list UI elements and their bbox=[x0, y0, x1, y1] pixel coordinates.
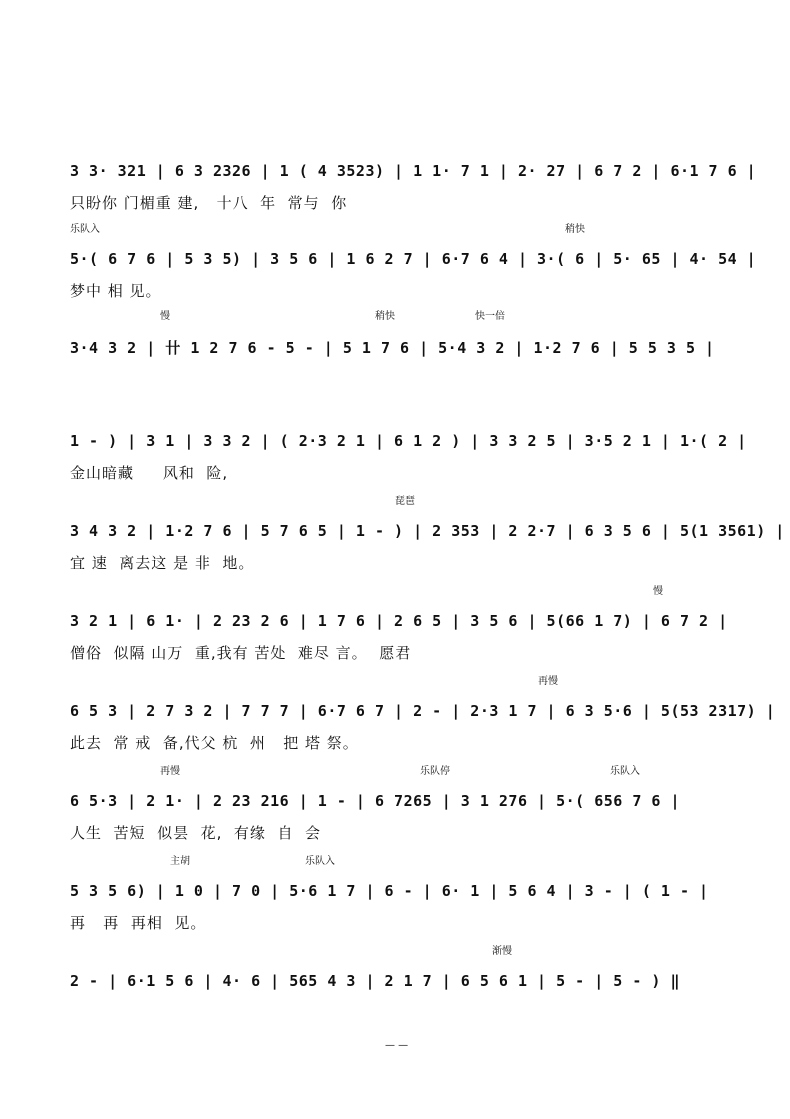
notation-line: 3 4 3 2 | 1·2 7 6 | 5 7 6 5 | 1 - ) | 2 353 | 2 2·7 | 6 3 5 6 | 5(1 3561) | bbox=[70, 522, 785, 540]
notation-line: 3·4 3 2 | 卄 1 2 7 6 - 5 - | 5 1 7 6 | 5·4 3 2 | 1·2 7 6 | 5 5 3 5 | bbox=[70, 339, 715, 357]
performance-annotation: 稍快 bbox=[375, 311, 395, 322]
performance-annotation: 琵琶 bbox=[395, 496, 415, 507]
notation-line: 3 3· 321 | 6 3 2326 | 1 ( 4 3523) | 1 1· 7 1 | 2· 27 | 6 7 2 | 6·1 7 6 | bbox=[70, 162, 757, 180]
lyrics-line: 此去 常 戒 备,代父 杭 州 把 塔 祭。 bbox=[70, 734, 359, 752]
score-system bbox=[0, 676, 790, 780]
performance-annotation: 乐队停 bbox=[420, 766, 450, 777]
performance-annotation: 乐队入 bbox=[70, 224, 100, 235]
performance-annotation: 乐队入 bbox=[305, 856, 335, 867]
lyrics-line: 只盼你 门楣重 建, 十八 年 常与 你 bbox=[70, 194, 348, 212]
performance-annotation: 乐队入 bbox=[610, 766, 640, 777]
score-system bbox=[0, 766, 790, 870]
lyrics-line: 金山暗藏 风和 险, bbox=[70, 464, 229, 482]
notation-line: 6 5 3 | 2 7 3 2 | 7 7 7 | 6·7 6 7 | 2 - | 2·3 1 7 | 6 3 5·6 | 5(53 2317) | bbox=[70, 702, 776, 720]
score-system bbox=[0, 856, 790, 960]
page-number: — — bbox=[385, 1040, 409, 1051]
performance-annotation: 慢 bbox=[653, 586, 663, 597]
notation-line: 3 2 1 | 6 1· | 2 23 2 6 | 1 7 6 | 2 6 5 | 3 5 6 | 5(66 1 7) | 6 7 2 | bbox=[70, 612, 728, 630]
score-system bbox=[0, 586, 790, 690]
notation-line: 2 - | 6·1 5 6 | 4· 6 | 565 4 3 | 2 1 7 | 6 5 6 1 | 5 - | 5 - ) ‖ bbox=[70, 972, 680, 990]
lyrics-line: 僧俗 似隔 山万 重,我有 苦处 难尽 言。 愿君 bbox=[70, 644, 412, 662]
lyrics-line: 梦中 相 见。 bbox=[70, 282, 162, 300]
score-system bbox=[0, 496, 790, 600]
notation-line: 6 5·3 | 2 1· | 2 23 216 | 1 - | 6 7265 | 3 1 276 | 5·( 656 7 6 | bbox=[70, 792, 680, 810]
notation-line: 5·( 6 7 6 | 5 3 5) | 3 5 6 | 1 6 2 7 | 6·7 6 4 | 3·( 6 | 5· 65 | 4· 54 | bbox=[70, 250, 757, 268]
performance-annotation: 慢 bbox=[160, 311, 170, 322]
performance-annotation: 稍快 bbox=[565, 224, 585, 235]
score-system bbox=[0, 311, 790, 415]
performance-annotation: 再慢 bbox=[538, 676, 558, 687]
lyrics-line: 宜 速 离去这 是 非 地。 bbox=[70, 554, 255, 572]
performance-annotation: 快一倍 bbox=[475, 311, 505, 322]
performance-annotation: 再慢 bbox=[160, 766, 180, 777]
score-system bbox=[0, 150, 790, 240]
score-system bbox=[0, 224, 790, 328]
lyrics-line: 人生 苦短 似昙 花, 有缘 自 会 bbox=[70, 824, 321, 842]
lyrics-line: 再 再 再相 见。 bbox=[70, 914, 207, 932]
notation-line: 5 3 5 6) | 1 0 | 7 0 | 5·6 1 7 | 6 - | 6· 1 | 5 6 4 | 3 - | ( 1 - | bbox=[70, 882, 709, 900]
score-system bbox=[0, 946, 790, 1050]
performance-annotation: 主胡 bbox=[170, 856, 190, 867]
notation-line: 1 - ) | 3 1 | 3 3 2 | ( 2·3 2 1 | 6 1 2 ) | 3 3 2 5 | 3·5 2 1 | 1·( 2 | bbox=[70, 432, 747, 450]
performance-annotation: 渐慢 bbox=[492, 946, 512, 957]
